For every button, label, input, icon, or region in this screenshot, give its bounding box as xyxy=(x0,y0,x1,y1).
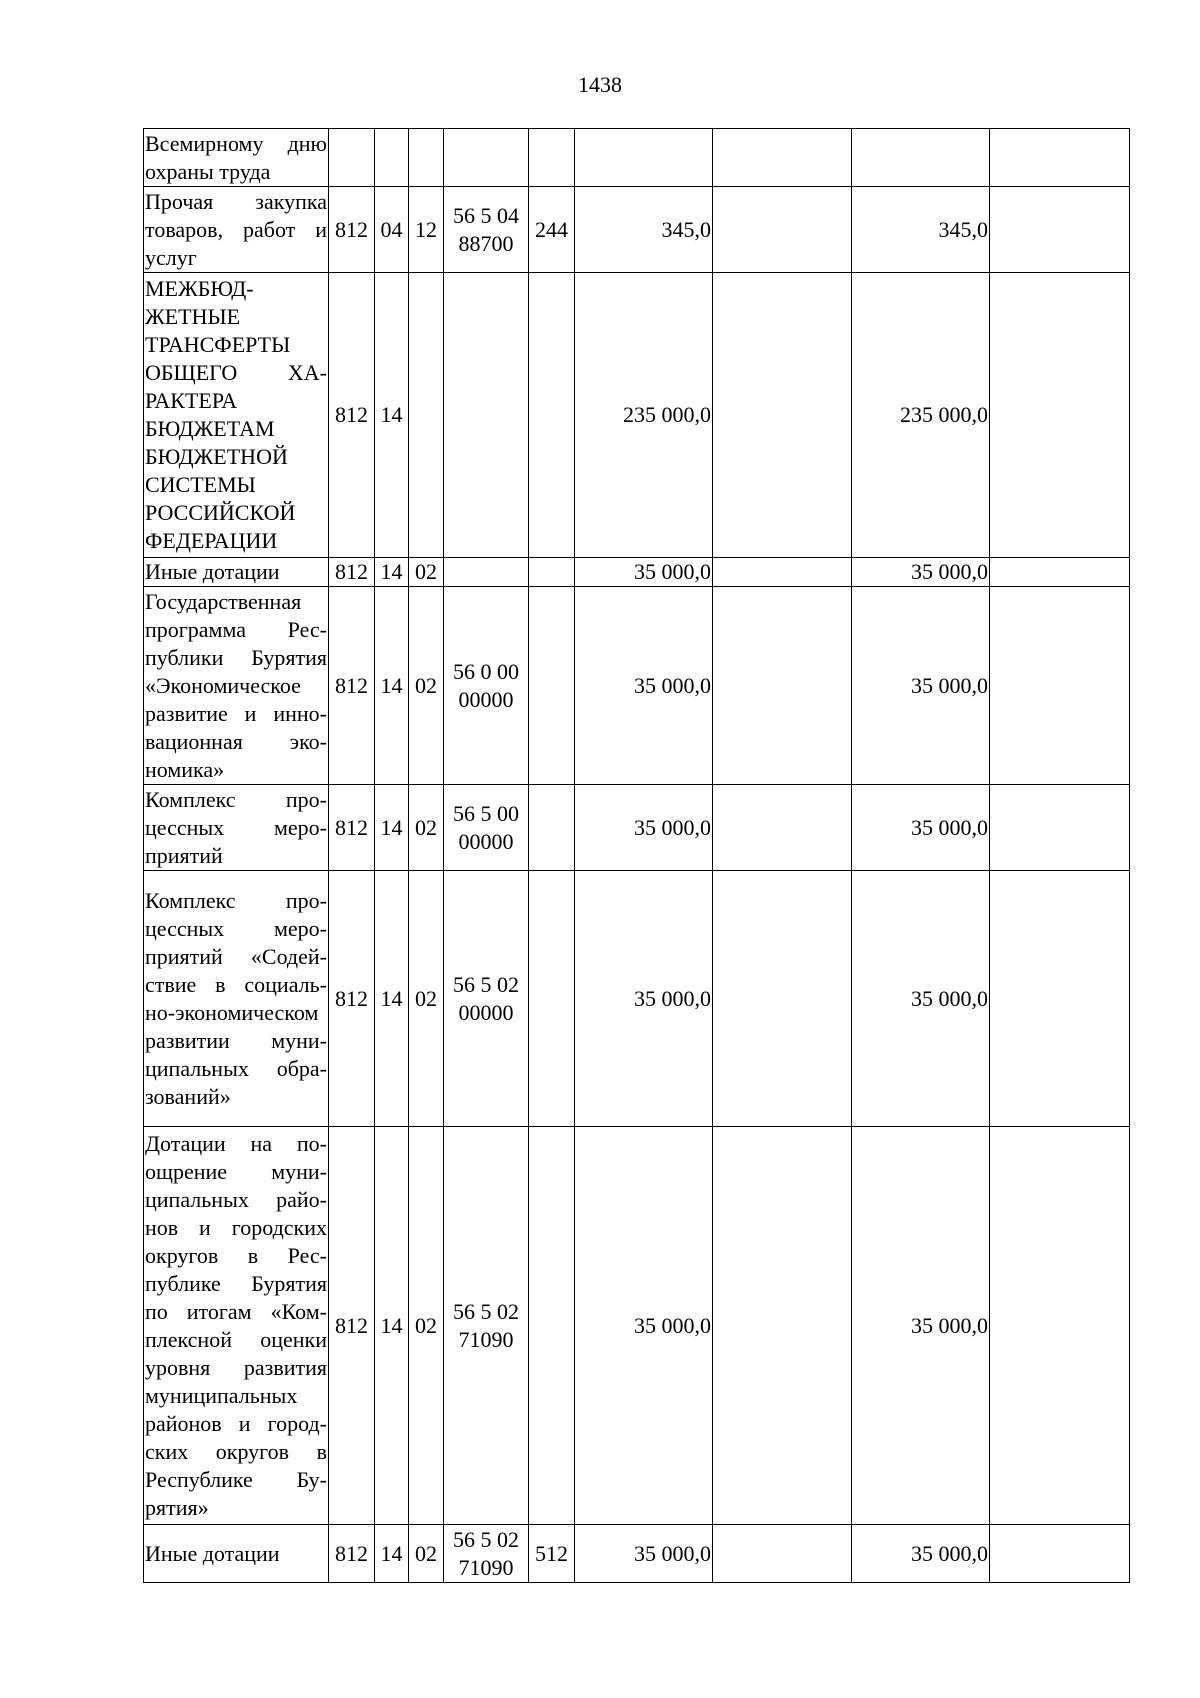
row-name: Прочая закупка товаров, работ и услуг xyxy=(144,187,329,273)
table-row xyxy=(144,1127,1130,1525)
rz-cell: 14 xyxy=(375,558,409,587)
table-row xyxy=(144,187,1130,273)
col7-cell xyxy=(713,1525,852,1583)
pr-cell: 02 xyxy=(409,871,444,1127)
row-name: Государственная программа Рес-публики Бурятия «Экономическое развитие и инно-вационная эко-номика» xyxy=(144,587,329,785)
csr-cell: 56 0 00 00000 xyxy=(444,587,529,785)
pr-cell: 02 xyxy=(409,785,444,871)
col9-cell xyxy=(990,187,1130,273)
rz-cell: 14 xyxy=(375,871,409,1127)
table-row xyxy=(144,558,1130,587)
pr-cell: 02 xyxy=(409,587,444,785)
col9-cell xyxy=(990,558,1130,587)
pr-cell xyxy=(409,273,444,558)
pr-cell: 02 xyxy=(409,1525,444,1583)
sum1-cell: 35 000,0 xyxy=(575,558,713,587)
csr-cell xyxy=(444,558,529,587)
row-name: Всемирному дню охраны труда xyxy=(144,129,329,187)
csr-cell: 56 5 02 71090 xyxy=(444,1525,529,1583)
col9-cell xyxy=(990,273,1130,558)
csr-cell: 56 5 02 71090 xyxy=(444,1127,529,1525)
pr-cell: 02 xyxy=(409,558,444,587)
sum2-cell: 35 000,0 xyxy=(852,558,990,587)
rz-cell: 14 xyxy=(375,1127,409,1525)
table-row xyxy=(144,871,1130,1127)
sum2-cell: 35 000,0 xyxy=(852,1127,990,1525)
vr-cell xyxy=(529,1127,575,1525)
sum2-cell: 35 000,0 xyxy=(852,871,990,1127)
vr-cell: 512 xyxy=(529,1525,575,1583)
table-row xyxy=(144,273,1130,558)
rz-cell: 14 xyxy=(375,785,409,871)
table-row xyxy=(144,1525,1130,1583)
sum1-cell: 235 000,0 xyxy=(575,273,713,558)
sum1-cell: 35 000,0 xyxy=(575,785,713,871)
sum1-cell: 35 000,0 xyxy=(575,1127,713,1525)
col7-cell xyxy=(713,558,852,587)
col7-cell xyxy=(713,785,852,871)
ved-cell: 812 xyxy=(329,785,375,871)
sum2-cell: 35 000,0 xyxy=(852,587,990,785)
col7-cell xyxy=(713,1127,852,1525)
ved-cell xyxy=(329,129,375,187)
csr-cell xyxy=(444,273,529,558)
vr-cell xyxy=(529,785,575,871)
row-name: Комплекс про-цессных меро-приятий «Содей-ствие в социаль-но-экономическом развитии муни-ципальных обра-зований» xyxy=(144,871,329,1127)
table-row xyxy=(144,785,1130,871)
ved-cell: 812 xyxy=(329,1127,375,1525)
sum1-cell: 345,0 xyxy=(575,187,713,273)
pr-cell: 12 xyxy=(409,187,444,273)
pr-cell xyxy=(409,129,444,187)
budget-table xyxy=(143,128,1130,1583)
col9-cell xyxy=(990,587,1130,785)
vr-cell: 244 xyxy=(529,187,575,273)
rz-cell xyxy=(375,129,409,187)
sum2-cell xyxy=(852,129,990,187)
sum1-cell: 35 000,0 xyxy=(575,871,713,1127)
col7-cell xyxy=(713,129,852,187)
row-name: Иные дотации xyxy=(144,558,329,587)
sum2-cell: 345,0 xyxy=(852,187,990,273)
col7-cell xyxy=(713,187,852,273)
sum1-cell: 35 000,0 xyxy=(575,587,713,785)
sum1-cell xyxy=(575,129,713,187)
col7-cell xyxy=(713,273,852,558)
vr-cell xyxy=(529,273,575,558)
csr-cell: 56 5 04 88700 xyxy=(444,187,529,273)
col7-cell xyxy=(713,871,852,1127)
ved-cell: 812 xyxy=(329,558,375,587)
sum2-cell: 35 000,0 xyxy=(852,1525,990,1583)
col9-cell xyxy=(990,1525,1130,1583)
ved-cell: 812 xyxy=(329,187,375,273)
ved-cell: 812 xyxy=(329,871,375,1127)
rz-cell: 14 xyxy=(375,587,409,785)
col9-cell xyxy=(990,871,1130,1127)
col9-cell xyxy=(990,1127,1130,1525)
vr-cell xyxy=(529,558,575,587)
sum1-cell: 35 000,0 xyxy=(575,1525,713,1583)
row-name: Иные дотации xyxy=(144,1525,329,1583)
sum2-cell: 35 000,0 xyxy=(852,785,990,871)
vr-cell xyxy=(529,871,575,1127)
rz-cell: 04 xyxy=(375,187,409,273)
csr-cell xyxy=(444,129,529,187)
csr-cell: 56 5 02 00000 xyxy=(444,871,529,1127)
pr-cell: 02 xyxy=(409,1127,444,1525)
sum2-cell: 235 000,0 xyxy=(852,273,990,558)
page-number: 1438 xyxy=(578,72,622,97)
col9-cell xyxy=(990,129,1130,187)
row-name: Комплекс про-цессных меро-приятий xyxy=(144,785,329,871)
rz-cell: 14 xyxy=(375,1525,409,1583)
row-name: Дотации на по-ощрение муни-ципальных райо-нов и городских округов в Рес-публике Бурятия по итогам «Ком-плексной оценки уровня развития муниципальных районов и город-ских округов в Республике Бу-рятия» xyxy=(144,1127,329,1525)
col9-cell xyxy=(990,785,1130,871)
table-row xyxy=(144,587,1130,785)
row-name: МЕЖБЮД-ЖЕТНЫЕ ТРАНСФЕРТЫ ОБЩЕГО ХА-РАКТЕРА БЮДЖЕТАМ БЮДЖЕТНОЙ СИСТЕМЫ РОССИЙСКОЙ ФЕДЕРАЦИИ xyxy=(144,273,329,558)
vr-cell xyxy=(529,587,575,785)
ved-cell: 812 xyxy=(329,273,375,558)
ved-cell: 812 xyxy=(329,587,375,785)
vr-cell xyxy=(529,129,575,187)
rz-cell: 14 xyxy=(375,273,409,558)
ved-cell: 812 xyxy=(329,1525,375,1583)
col7-cell xyxy=(713,587,852,785)
table-row xyxy=(144,129,1130,187)
csr-cell: 56 5 00 00000 xyxy=(444,785,529,871)
